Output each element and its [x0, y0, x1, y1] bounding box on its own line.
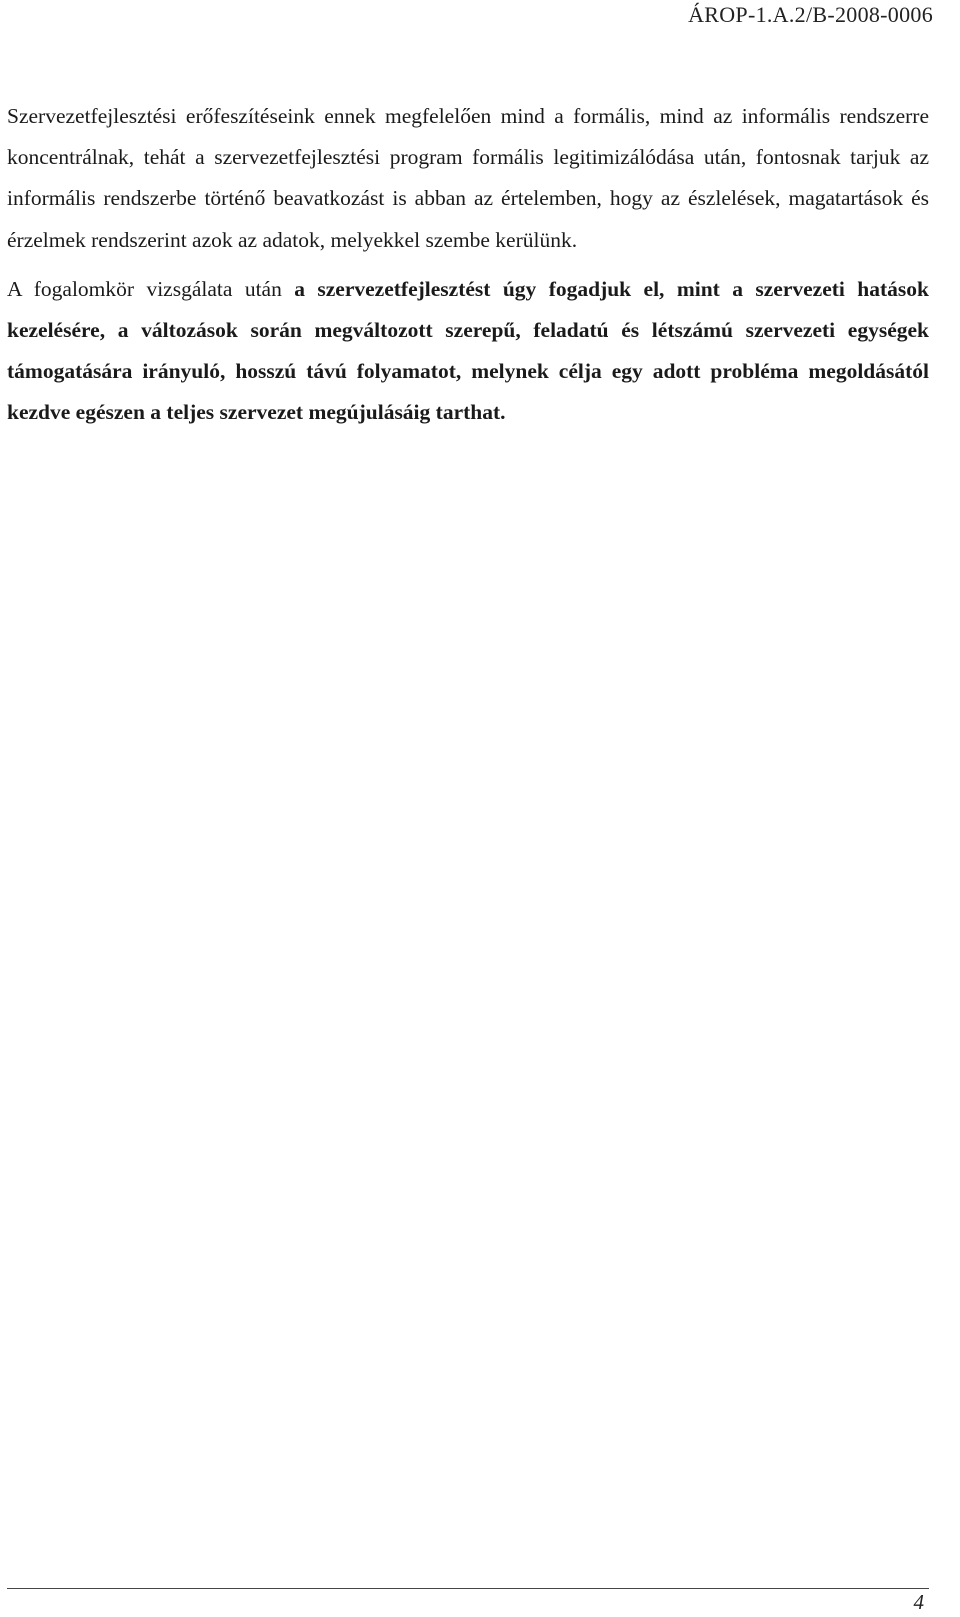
footer-divider — [7, 1588, 929, 1589]
paragraph-2 — [7, 269, 929, 434]
page-number: 4 — [913, 1590, 924, 1614]
document-code-header: ÁROP-1.A.2/B-2008-0006 — [688, 2, 933, 27]
paragraph-1: Szervezetfejlesztési erőfeszítéseink ennek megfelelően mind a formális, mind az informális rendszerre koncentrálnak, tehát a szervezetfejlesztési program formális legitimizálódása után, fontosnak tarjuk az informális rendszerbe történő beavatkozást is abban az értelemben, hogy az észlelések, magatartások és érzelmek rendszerint azok az adatok, melyekkel szembe kerülünk. — [7, 104, 929, 252]
paragraph-2-intro: A fogalomkör vizsgálata után — [7, 276, 295, 301]
document-body — [7, 96, 929, 434]
paragraph-2-definition: a szervezetfejlesztést úgy fogadjuk el, mint a szervezeti hatások kezelésére, a változások során megváltozott szerepű, feladatú és létszámú szervezeti egységek támogatására irányuló, hosszú távú folyamatot, melynek célja egy adott probléma megoldásától kezdve egészen a teljes szervezet megújulásáig tarthat. — [7, 276, 929, 425]
